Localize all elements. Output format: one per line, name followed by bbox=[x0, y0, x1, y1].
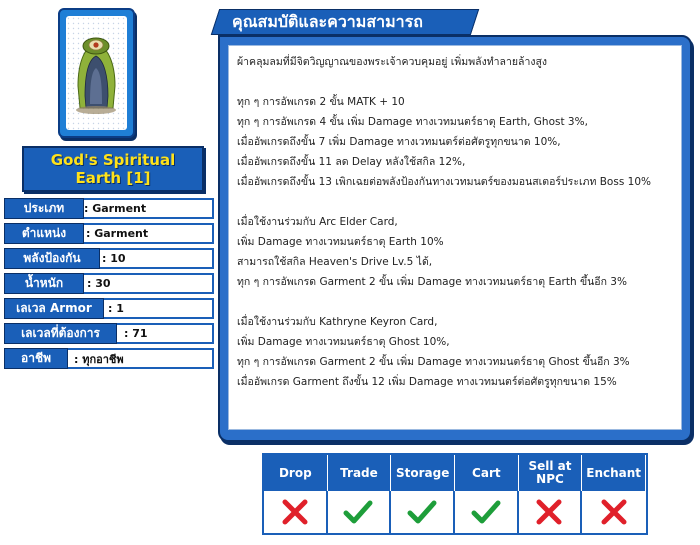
availability-cell-drop bbox=[264, 491, 328, 533]
description-line: ทุก ๆ การอัพเกรด 2 ขั้น MATK + 10 bbox=[237, 96, 405, 108]
cross-icon bbox=[533, 496, 565, 528]
attr-label-slot: ตำแหน่ง bbox=[4, 223, 84, 244]
check-icon bbox=[342, 496, 374, 528]
availability-header-drop: Drop bbox=[264, 455, 328, 491]
attr-value-slot: : Garment bbox=[76, 223, 214, 244]
panel-title: คุณสมบัติและความสามารถ bbox=[232, 12, 423, 31]
attr-row-job bbox=[4, 348, 214, 369]
attr-row-required-level bbox=[4, 323, 214, 344]
availability-header-trade: Trade bbox=[328, 455, 392, 491]
item-card-image bbox=[66, 16, 127, 130]
description-line: เพิ่ม Damage ทางเวทมนตร์ธาตุ Ghost 10%, bbox=[237, 336, 450, 348]
check-icon bbox=[470, 496, 502, 528]
description-line: เมื่อใช้งานร่วมกับ Kathryne Keyron Card, bbox=[237, 316, 438, 328]
availability-header-sell-at-npc: Sell at NPC bbox=[519, 455, 583, 491]
garment-item-illustration bbox=[66, 16, 127, 130]
attr-label-required-level: เลเวลที่ต้องการ bbox=[4, 323, 117, 344]
item-name-banner bbox=[22, 146, 204, 192]
availability-cell-storage bbox=[391, 491, 455, 533]
description-line: สามารถใช้สกิล Heaven's Drive Lv.5 ได้, bbox=[237, 256, 433, 268]
description-line: เมื่ออัพเกรดถึงขั้น 11 ลด Delay หลังใช้สกิล 12%, bbox=[237, 156, 466, 168]
attr-label-type: ประเภท bbox=[4, 198, 84, 219]
description-line: ทุก ๆ การอัพเกรด Garment 2 ขั้น เพิ่ม Damage ทางเวทมนตร์ธาตุ Ghost ขึ้นอีก 3% bbox=[237, 356, 630, 368]
attr-row-armor-level bbox=[4, 298, 214, 319]
attr-value-type: : Garment bbox=[74, 198, 214, 219]
attr-value-weight: : 30 bbox=[77, 273, 214, 294]
availability-cell-enchant bbox=[582, 491, 646, 533]
description-line bbox=[237, 292, 673, 312]
description-line: เมื่ออัพเกรด Garment ถึงขั้น 12 เพิ่ม Damage ทางเวทมนตร์ต่อศัตรูทุกขนาด 15% bbox=[237, 376, 617, 388]
properties-panel bbox=[218, 35, 692, 442]
attr-label-defense: พลังป้องกัน bbox=[4, 248, 100, 269]
attr-value-job: : ทุกอาชีพ bbox=[64, 348, 214, 369]
check-icon bbox=[406, 496, 438, 528]
availability-table bbox=[262, 453, 648, 535]
cross-icon bbox=[598, 496, 630, 528]
attr-row-slot bbox=[4, 223, 214, 244]
description-line: เพิ่ม Damage ทางเวทมนตร์ธาตุ Earth 10% bbox=[237, 236, 444, 248]
availability-cell-cart bbox=[455, 491, 519, 533]
description-line: เมื่ออัพเกรดถึงขั้น 7 เพิ่ม Damage ทางเวทมนตร์ต่อศัตรูทุกขนาด 10%, bbox=[237, 136, 561, 148]
description-line: ผ้าคลุมลมที่มีจิตวิญญาณของพระเจ้าควบคุมอยู่ เพิ่มพลังทำลายล้างสูง bbox=[237, 56, 548, 68]
item-card-frame bbox=[58, 8, 135, 138]
attr-row-defense bbox=[4, 248, 214, 269]
attr-label-armor-level: เลเวล Armor bbox=[4, 298, 104, 319]
availability-header-cart: Cart bbox=[455, 455, 519, 491]
attr-row-weight bbox=[4, 273, 214, 294]
description-line: เมื่อใช้งานร่วมกับ Arc Elder Card, bbox=[237, 216, 398, 228]
attr-value-defense: : 10 bbox=[92, 248, 214, 269]
attr-value-armor-level: : 1 bbox=[98, 298, 214, 319]
item-name: God's Spiritual Earth [1] bbox=[50, 151, 176, 187]
availability-header-storage: Storage bbox=[391, 455, 455, 491]
cross-icon bbox=[279, 496, 311, 528]
description-box bbox=[228, 45, 682, 430]
description-line bbox=[237, 192, 673, 212]
attr-row-type bbox=[4, 198, 214, 219]
attr-label-job: อาชีพ bbox=[4, 348, 68, 369]
attr-value-required-level: : 71 bbox=[114, 323, 214, 344]
availability-cell-sell-at-npc bbox=[519, 491, 583, 533]
availability-cell-trade bbox=[328, 491, 392, 533]
availability-header-enchant: Enchant bbox=[582, 455, 646, 491]
description-line: ทุก ๆ การอัพเกรด Garment 2 ขั้น เพิ่ม Damage ทางเวทมนตร์ธาตุ Earth ขึ้นอีก 3% bbox=[237, 276, 627, 288]
attr-label-weight: น้ำหนัก bbox=[4, 273, 84, 294]
description-line: เมื่ออัพเกรดถึงขั้น 13 เพิกเฉยต่อพลังป้องกันทางเวทมนตร์ของมอนสเตอร์ประเภท Boss 10% bbox=[237, 176, 651, 188]
description-line: ทุก ๆ การอัพเกรด 4 ขั้น เพิ่ม Damage ทางเวทมนตร์ธาตุ Earth, Ghost 3%, bbox=[237, 116, 588, 128]
description-line bbox=[237, 72, 673, 92]
